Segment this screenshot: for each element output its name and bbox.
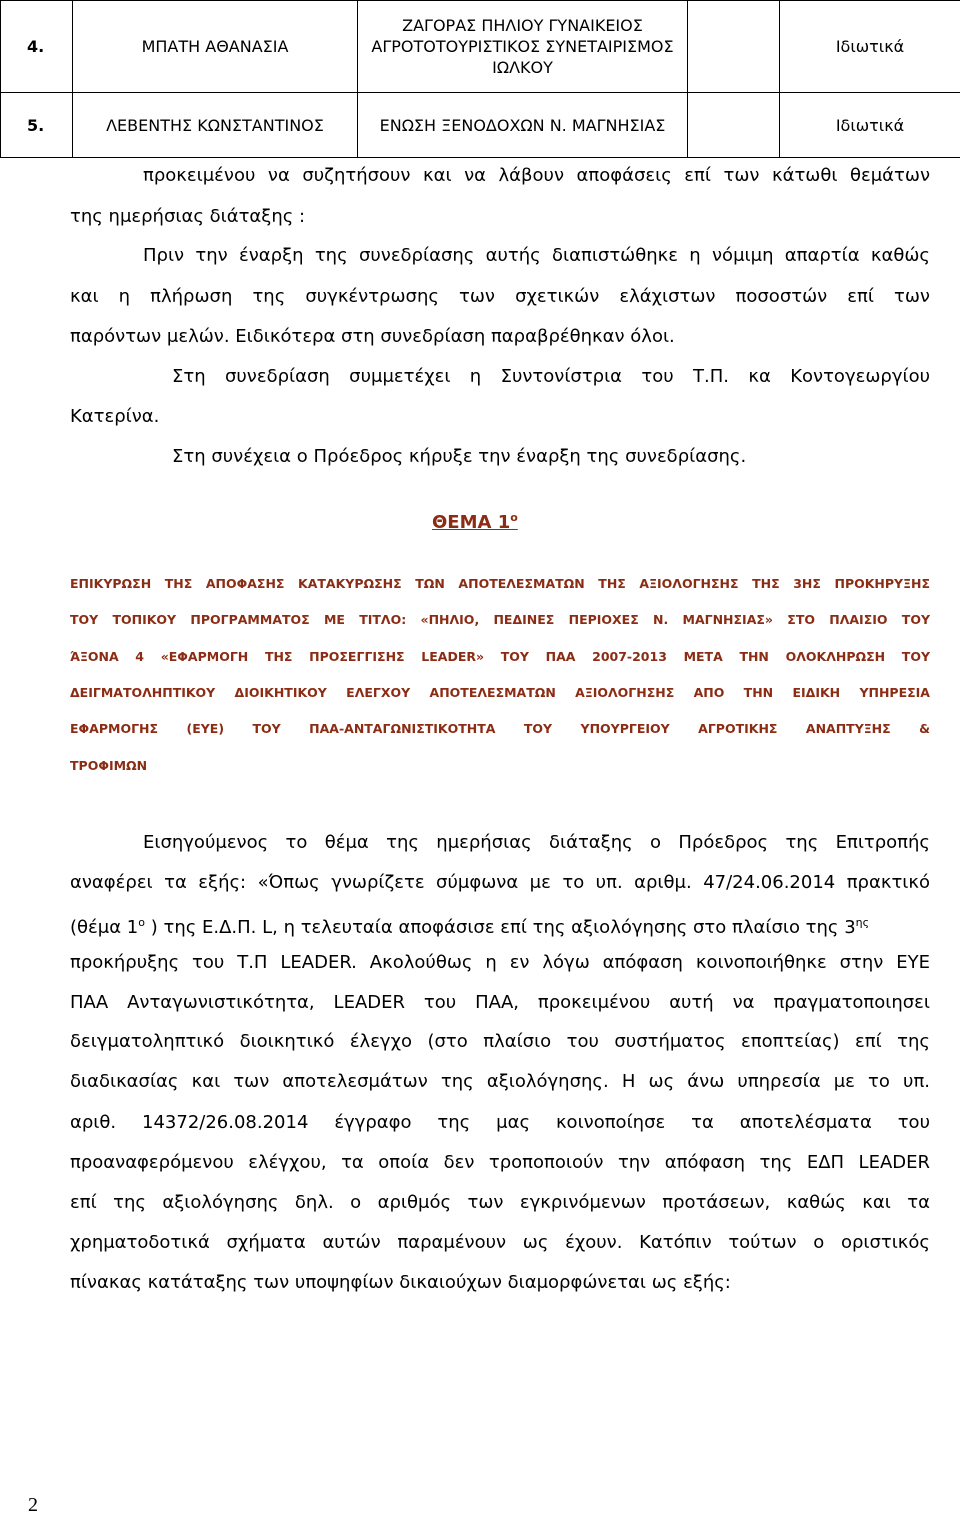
report-line: δειγματοληπτικό διοικητικό έλεγχο (στο πλαίσιο του συστήματος εποπτείας) επί της <box>70 1032 930 1052</box>
subject-line: ΤΟΥ ΤΟΠΙΚΟΥ ΠΡΟΓΡΑΜΜΑΤΟΣ ΜΕ ΤΙΤΛΟ: «ΠΗΛΙΟ, ΠΕΔΙΝΕΣ ΠΕΡΙΟΧΕΣ Ν. ΜΑΓΝΗΣΙΑΣ» ΣΤΟ ΠΛΑΙΣΙΟ ΤΟΥ <box>70 610 930 630</box>
report-line: διαδικασίας και των αποτελεσμάτων της αξιολόγησης. Η ως άνω υπηρεσία με το υπ. <box>70 1072 930 1092</box>
empty-cell <box>688 93 780 158</box>
topic-heading <box>432 511 518 533</box>
row-number: 4. <box>1 1 73 93</box>
table-row <box>1 1 960 93</box>
subject-line: ΕΦΑΡΜΟΓΗΣ (ΕΥΕ) ΤΟΥ ΠΑΑ-ΑΝΤΑΓΩΝΙΣΤΙΚΟΤΗΤΑ ΤΟΥ ΥΠΟΥΡΓΕΙΟΥ ΑΓΡΟΤΙΚΗΣ ΑΝΑΠΤΥΞΗΣ & <box>70 719 930 739</box>
topic-heading-text: ΘΕΜΑ 1 <box>432 512 510 533</box>
report-line: επί της αξιολόγησης δηλ. ο αριθμός των εγκρινόμενων προτάσεων, καθώς και τα <box>70 1193 930 1213</box>
intro-line: Στη συνεδρίαση συμμετέχει η Συντονίστρια του Τ.Π. κα Κοντογεωργίου <box>172 367 930 387</box>
member-name: ΜΠΑΤΗ ΑΘΑΝΑΣΙΑ <box>73 1 358 93</box>
page-number: 2 <box>28 1494 38 1517</box>
intro-line: Κατερίνα. <box>70 407 159 427</box>
member-organization: ΕΝΩΣΗ ΞΕΝΟΔΟΧΩΝ Ν. ΜΑΓΝΗΣΙΑΣ <box>358 93 688 158</box>
intro-line: και η πλήρωση της συγκέντρωσης των σχετικών ελάχιστων ποσοστών επί των <box>70 287 930 307</box>
report-sup: ο <box>138 916 145 929</box>
member-type: Ιδιωτικά <box>780 1 960 93</box>
subject-line: ΤΡΟΦΙΜΩΝ <box>70 756 147 776</box>
report-sup: ης <box>856 916 869 929</box>
row-number: 5. <box>1 93 73 158</box>
report-text: ) της Ε.Δ.Π. L, η τελευταία αποφάσισε επί της αξιολόγησης στο πλαίσιο της 3 <box>151 917 856 938</box>
report-line: ΠΑΑ Ανταγωνιστικότητα, LEADER του ΠΑΑ, προκειμένου αυτή να πραγματοποιησει <box>70 993 930 1013</box>
member-name: ΛΕΒΕΝΤΗΣ ΚΩΝΣΤΑΝΤΙΝΟΣ <box>73 93 358 158</box>
subject-line: ΔΕΙΓΜΑΤΟΛΗΠΤΙΚΟΥ ΔΙΟΙΚΗΤΙΚΟΥ ΕΛΕΓΧΟΥ ΑΠΟΤΕΛΕΣΜΑΤΩΝ ΑΞΙΟΛΟΓΗΣΗΣ ΑΠΟ ΤΗΝ ΕΙΔΙΚΗ ΥΠΗΡΕΣΙΑ <box>70 683 930 703</box>
intro-line: προκειμένου να συζητήσουν και να λάβουν αποφάσεις επί των κάτωθι θεμάτων <box>143 166 930 186</box>
report-line: χρηματοδοτικά σχήματα αυτών παραμένουν ως έχουν. Κατόπιν τούτων ο οριστικός <box>70 1233 930 1253</box>
subject-line: ΕΠΙΚΥΡΩΣΗ ΤΗΣ ΑΠΟΦΑΣΗΣ ΚΑΤΑΚΥΡΩΣΗΣ ΤΩΝ ΑΠΟΤΕΛΕΣΜΑΤΩΝ ΤΗΣ ΑΞΙΟΛΟΓΗΣΗΣ ΤΗΣ 3ΗΣ ΠΡΟΚΗΡΥΞΗΣ <box>70 574 930 594</box>
report-line: πίνακας κατάταξης των υποψηφίων δικαιούχων διαμορφώνεται ως εξής: <box>70 1273 731 1293</box>
members-table <box>0 0 960 158</box>
subject-line: ΆΞΟΝΑ 4 «ΕΦΑΡΜΟΓΗ ΤΗΣ ΠΡΟΣΕΓΓΙΣΗΣ LEADER» ΤΟΥ ΠΑΑ 2007-2013 ΜΕΤΑ ΤΗΝ ΟΛΟΚΛΗΡΩΣΗ ΤΟΥ <box>70 647 930 667</box>
intro-line: Πριν την έναρξη της συνεδρίασης αυτής διαπιστώθηκε η νόμιμη απαρτία καθώς <box>143 246 930 266</box>
report-line: Εισηγούμενος το θέμα της ημερήσιας διάταξης ο Πρόεδρος της Επιτροπής <box>143 833 930 853</box>
report-line: προκήρυξης του Τ.Π LEADER. Ακολούθως η εν λόγω απόφαση κοινοποιήθηκε στην ΕΥΕ <box>70 953 930 973</box>
empty-cell <box>688 1 780 93</box>
report-line <box>70 913 869 938</box>
member-type: Ιδιωτικά <box>780 93 960 158</box>
intro-line: Στη συνέχεια ο Πρόεδρος κήρυξε την έναρξη της συνεδρίασης. <box>172 447 746 467</box>
report-text: (θέμα 1 <box>70 917 138 938</box>
intro-line: της ημερήσιας διάταξης : <box>70 207 305 227</box>
report-line: προαναφερόμενου ελέγχου, τα οποία δεν τροποποιούν την απόφαση της ΕΔΠ LEADER <box>70 1153 930 1173</box>
report-line: αριθ. 14372/26.08.2014 έγγραφο της μας κοινοποίησε τα αποτελέσματα του <box>70 1113 930 1133</box>
table-row <box>1 93 960 158</box>
report-line: αναφέρει τα εξής: «Όπως γνωρίζετε σύμφωνα με το υπ. αριθμ. 47/24.06.2014 πρακτικό <box>70 873 930 893</box>
intro-line: παρόντων μελών. Ειδικότερα στη συνεδρίαση παραβρέθηκαν όλοι. <box>70 327 675 347</box>
topic-heading-sup: ο <box>510 511 518 524</box>
member-organization: ΖΑΓΟΡΑΣ ΠΗΛΙΟΥ ΓΥΝΑΙΚΕΙΟΣ ΑΓΡΟΤΟΤΟΥΡΙΣΤΙΚΟΣ ΣΥΝΕΤΑΙΡΙΣΜΟΣ ΙΩΛΚΟΥ <box>358 1 688 93</box>
